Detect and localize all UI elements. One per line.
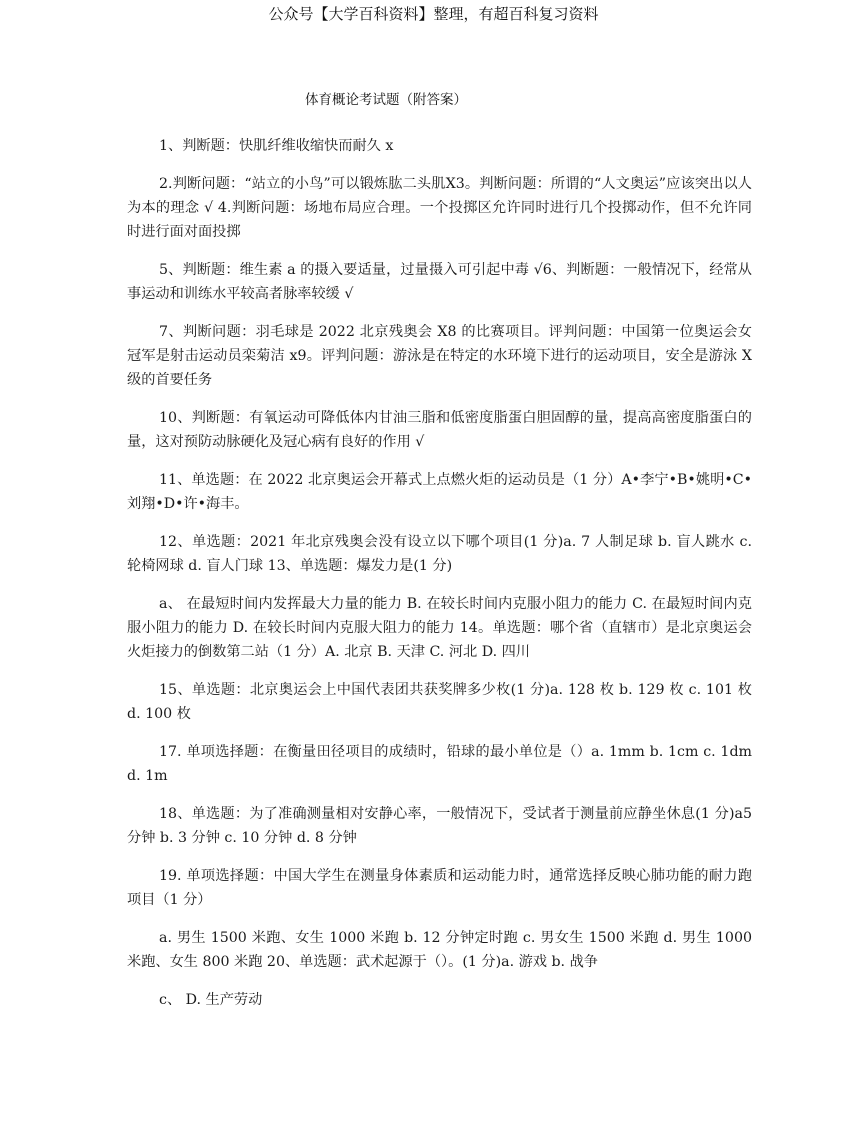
question-1: 1、判断题：快肌纤维收缩快而耐久 x: [159, 138, 394, 154]
question-18: 18、单选题：为了准确测量相对安静心率，一般情况下，受试者于测量前应静坐休息(1 分)a5 分钟 b. 3 分钟 c. 10 分钟 d. 8 分钟: [127, 806, 752, 846]
document-title: 体育概论考试题（附答案）: [305, 92, 467, 108]
question-13-14-options: a、 在最短时间内发挥最大力量的能力 B. 在较长时间内克服小阻力的能力 C. 在最短时间内克服小阻力的能力 D. 在较长时间内克服大阻力的能力 14。单选题：哪个省（直辖市）是北京奥运会火炬接力的倒数第二站（1 分）A. 北京 B. 天津 C. 河北 D. 四川: [127, 596, 752, 660]
question-20-options-cont: c、 D. 生产劳动: [159, 992, 263, 1008]
question-19-20-options: a. 男生 1500 米跑、女生 1000 米跑 b. 12 分钟定时跑 c. 男女生 1500 米跑 d. 男生 1000 米跑、女生 800 米跑 20、单选题：武术起源于（）。(1 分)a. 游戏 b. 战争: [127, 930, 752, 970]
question-11: 11、单选题：在 2022 北京奥运会开幕式上点燃火炬的运动员是（1 分）A•李宁•B•姚明•C•刘翔•D•许•海丰。: [127, 472, 752, 512]
question-15: 15、单选题：北京奥运会上中国代表团共获奖牌多少枚(1 分)a. 128 枚 b. 129 枚 c. 101 枚 d. 100 枚: [127, 682, 752, 722]
question-17: 17. 单项选择题：在衡量田径项目的成绩时，铅球的最小单位是（）a. 1mm b. 1cm c. 1dm d. 1m: [127, 744, 752, 784]
question-10: 10、判断题：有氧运动可降低体内甘油三脂和低密度脂蛋白胆固醇的量，提高高密度脂蛋白的量，这对预防动脉硬化及冠心病有良好的作用 √: [127, 410, 752, 450]
question-12-13: 12、单选题：2021 年北京残奥会没有设立以下哪个项目(1 分)a. 7 人制足球 b. 盲人跳水 c. 轮椅网球 d. 盲人门球 13、单选题：爆发力是(1 分): [127, 534, 752, 574]
question-7-9: 7、判断问题：羽毛球是 2022 北京残奥会 X8 的比赛项目。评判问题：中国第一位奥运会女冠军是射击运动员栾菊洁 x9。评判问题：游泳是在特定的水环境下进行的运动项目，安全是游泳 X 级的首要任务: [127, 324, 752, 388]
page-header-watermark: 公众号【大学百科资料】整理，有超百科复习资料: [268, 5, 599, 23]
question-5-6: 5、判断题：维生素 a 的摄入要适量，过量摄入可引起中毒 √6、判断题：一般情况下，经常从事运动和训练水平较高者脉率较缓 √: [127, 262, 752, 302]
question-2-4: 2.判断问题：“站立的小鸟”可以锻炼肱二头肌X3。判断问题：所谓的“人文奥运”应该突出以人为本的理念 √ 4.判断问题：场地布局应合理。一个投掷区允许同时进行几个投掷动作，但不允许同时进行面对面投掷: [127, 176, 752, 240]
document-body: [127, 134, 752, 1026]
question-19: 19. 单项选择题：中国大学生在测量身体素质和运动能力时，通常选择反映心肺功能的耐力跑项目（1 分）: [127, 868, 752, 908]
